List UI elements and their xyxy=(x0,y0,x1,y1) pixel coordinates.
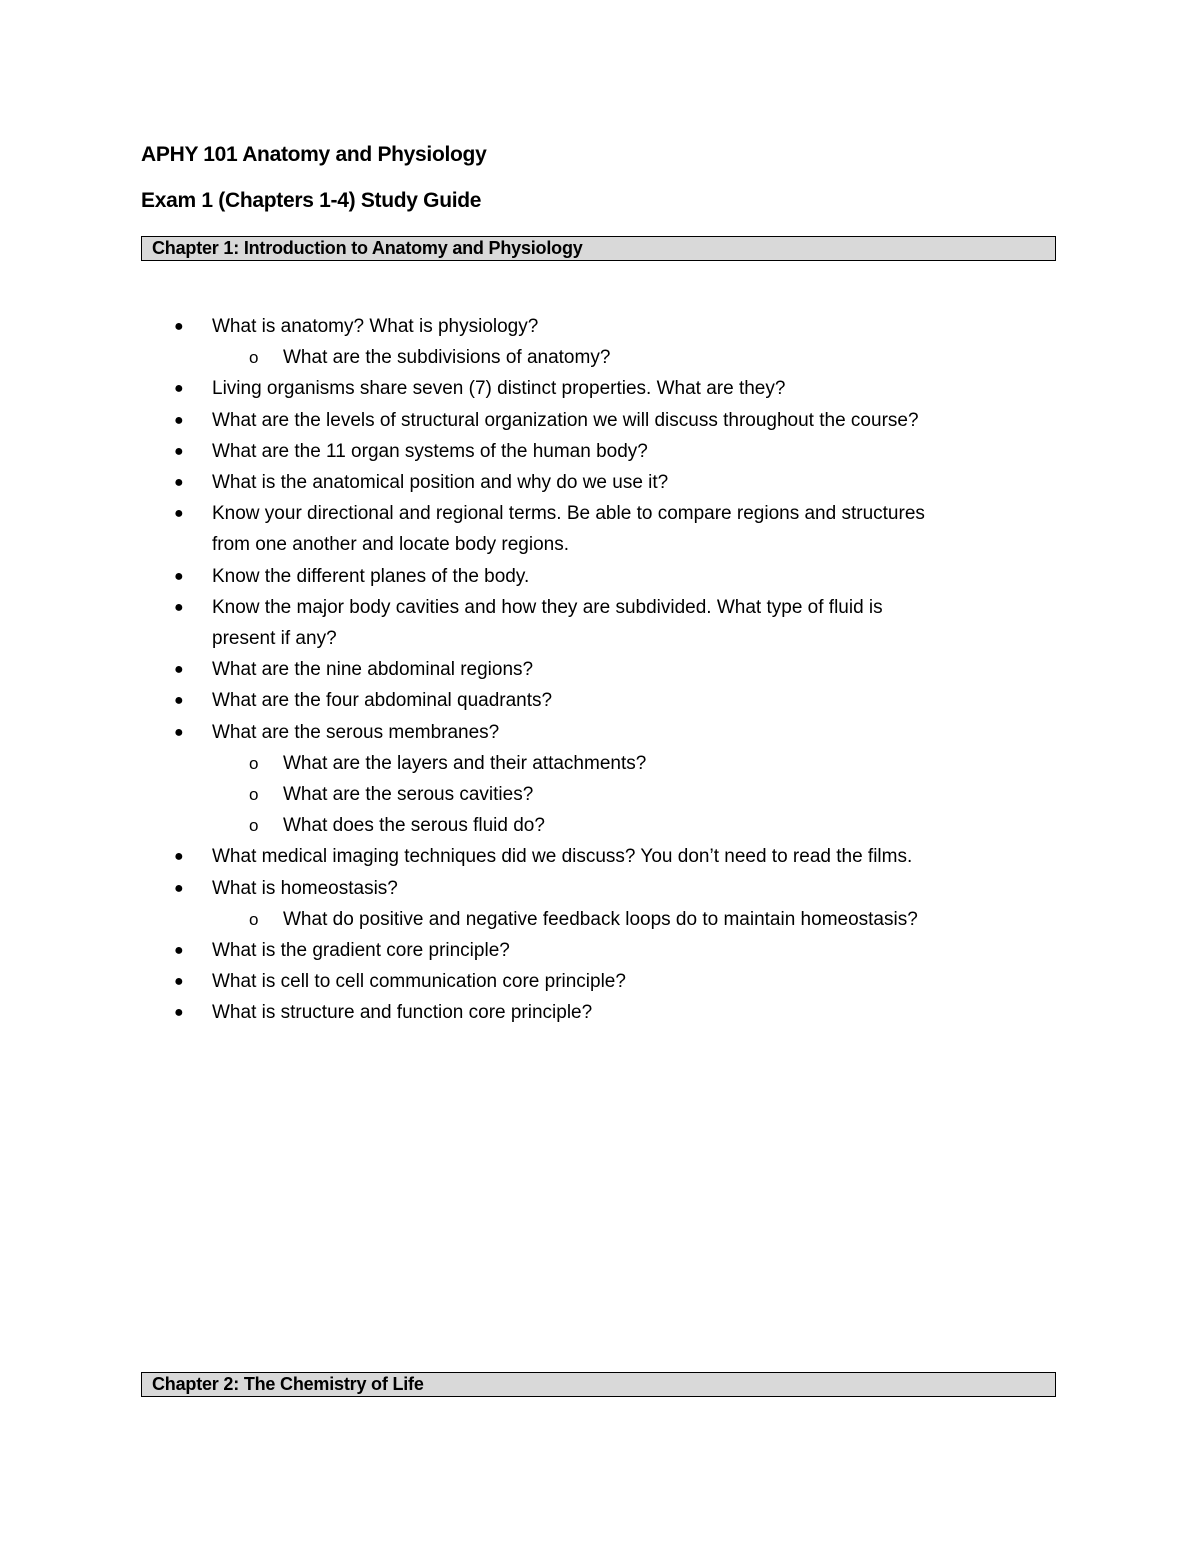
question-text: Living organisms share seven (7) distinct properties. What are they? xyxy=(212,378,786,400)
document-subtitle: Exam 1 (Chapters 1-4) Study Guide xyxy=(141,189,482,212)
question-text: What does the serous fluid do? xyxy=(283,815,545,837)
question-item xyxy=(0,654,1200,685)
question-text: What are the 11 organ systems of the human body? xyxy=(212,440,648,462)
sub-bullet-marker: o xyxy=(249,753,259,773)
bullet-marker: ● xyxy=(174,505,184,523)
sub-question-item xyxy=(0,342,1200,373)
question-text: What are the subdivisions of anatomy? xyxy=(283,347,611,369)
chapter-1-header-text: Chapter 1: Introduction to Anatomy and Physiology xyxy=(152,238,583,258)
question-text: What are the four abdominal quadrants? xyxy=(212,690,553,712)
question-text: present if any? xyxy=(212,628,337,650)
bullet-marker: ● xyxy=(174,848,184,866)
question-text: What are the serous membranes? xyxy=(212,721,500,743)
question-text: What are the nine abdominal regions? xyxy=(212,659,534,681)
question-text: What are the layers and their attachments? xyxy=(283,752,647,774)
sub-bullet-marker: o xyxy=(249,348,259,368)
sub-question-item xyxy=(0,904,1200,935)
question-item xyxy=(0,373,1200,404)
question-item xyxy=(0,436,1200,467)
question-text: from one another and locate body regions. xyxy=(212,534,570,556)
bullet-marker: ● xyxy=(174,411,184,429)
question-item xyxy=(0,311,1200,342)
question-text: What is cell to cell communication core principle? xyxy=(212,971,626,993)
question-item-continuation xyxy=(0,623,1200,654)
bullet-marker: ● xyxy=(174,474,184,492)
question-item-continuation xyxy=(0,529,1200,560)
question-text: What is the anatomical position and why do we use it? xyxy=(212,472,669,494)
chapter-2-header-text: Chapter 2: The Chemistry of Life xyxy=(152,1374,424,1394)
question-text: What is anatomy? What is physiology? xyxy=(212,316,539,337)
bullet-marker: ● xyxy=(174,567,184,585)
chapter-2-header xyxy=(141,1372,1056,1397)
chapter-1-header xyxy=(141,236,1056,261)
bullet-marker: ● xyxy=(174,879,184,897)
sub-question-item xyxy=(0,779,1200,810)
chapter-1-question-list xyxy=(0,311,1200,1029)
sub-question-item xyxy=(0,810,1200,841)
question-item xyxy=(0,561,1200,592)
question-text: What do positive and negative feedback loops do to maintain homeostasis? xyxy=(283,908,918,930)
bullet-marker: ● xyxy=(174,598,184,616)
question-item xyxy=(0,685,1200,716)
question-text: What medical imaging techniques did we discuss? You don’t need to read the films. xyxy=(212,846,913,868)
document-title: APHY 101 Anatomy and Physiology xyxy=(141,143,487,166)
question-text: What is homeostasis? xyxy=(212,877,398,899)
question-item xyxy=(0,467,1200,498)
sub-bullet-marker: o xyxy=(249,785,259,805)
question-text: What is structure and function core principle? xyxy=(212,1002,593,1024)
question-text: Know your directional and regional terms. Be able to compare regions and structures xyxy=(212,503,925,525)
question-item xyxy=(0,841,1200,872)
bullet-marker: ● xyxy=(174,318,184,335)
sub-bullet-marker: o xyxy=(249,909,259,929)
sub-bullet-marker: o xyxy=(249,816,259,836)
bullet-marker: ● xyxy=(174,723,184,741)
question-text: What are the serous cavities? xyxy=(283,784,534,806)
bullet-marker: ● xyxy=(174,973,184,991)
bullet-marker: ● xyxy=(174,661,184,679)
bullet-marker: ● xyxy=(174,380,184,398)
bullet-marker: ● xyxy=(174,442,184,460)
question-text: What are the levels of structural organization we will discuss throughout the course? xyxy=(212,409,919,431)
question-text: Know the different planes of the body. xyxy=(212,565,530,587)
sub-question-item xyxy=(0,748,1200,779)
question-item xyxy=(0,873,1200,904)
question-item xyxy=(0,592,1200,623)
question-item xyxy=(0,717,1200,748)
bullet-marker: ● xyxy=(174,942,184,960)
question-item xyxy=(0,966,1200,997)
question-item xyxy=(0,405,1200,436)
bullet-marker: ● xyxy=(174,1004,184,1022)
question-text: What is the gradient core principle? xyxy=(212,940,510,962)
question-item xyxy=(0,498,1200,529)
question-item xyxy=(0,997,1200,1028)
question-text: Know the major body cavities and how they are subdivided. What type of fluid is xyxy=(212,596,883,618)
question-item xyxy=(0,935,1200,966)
bullet-marker: ● xyxy=(174,692,184,710)
